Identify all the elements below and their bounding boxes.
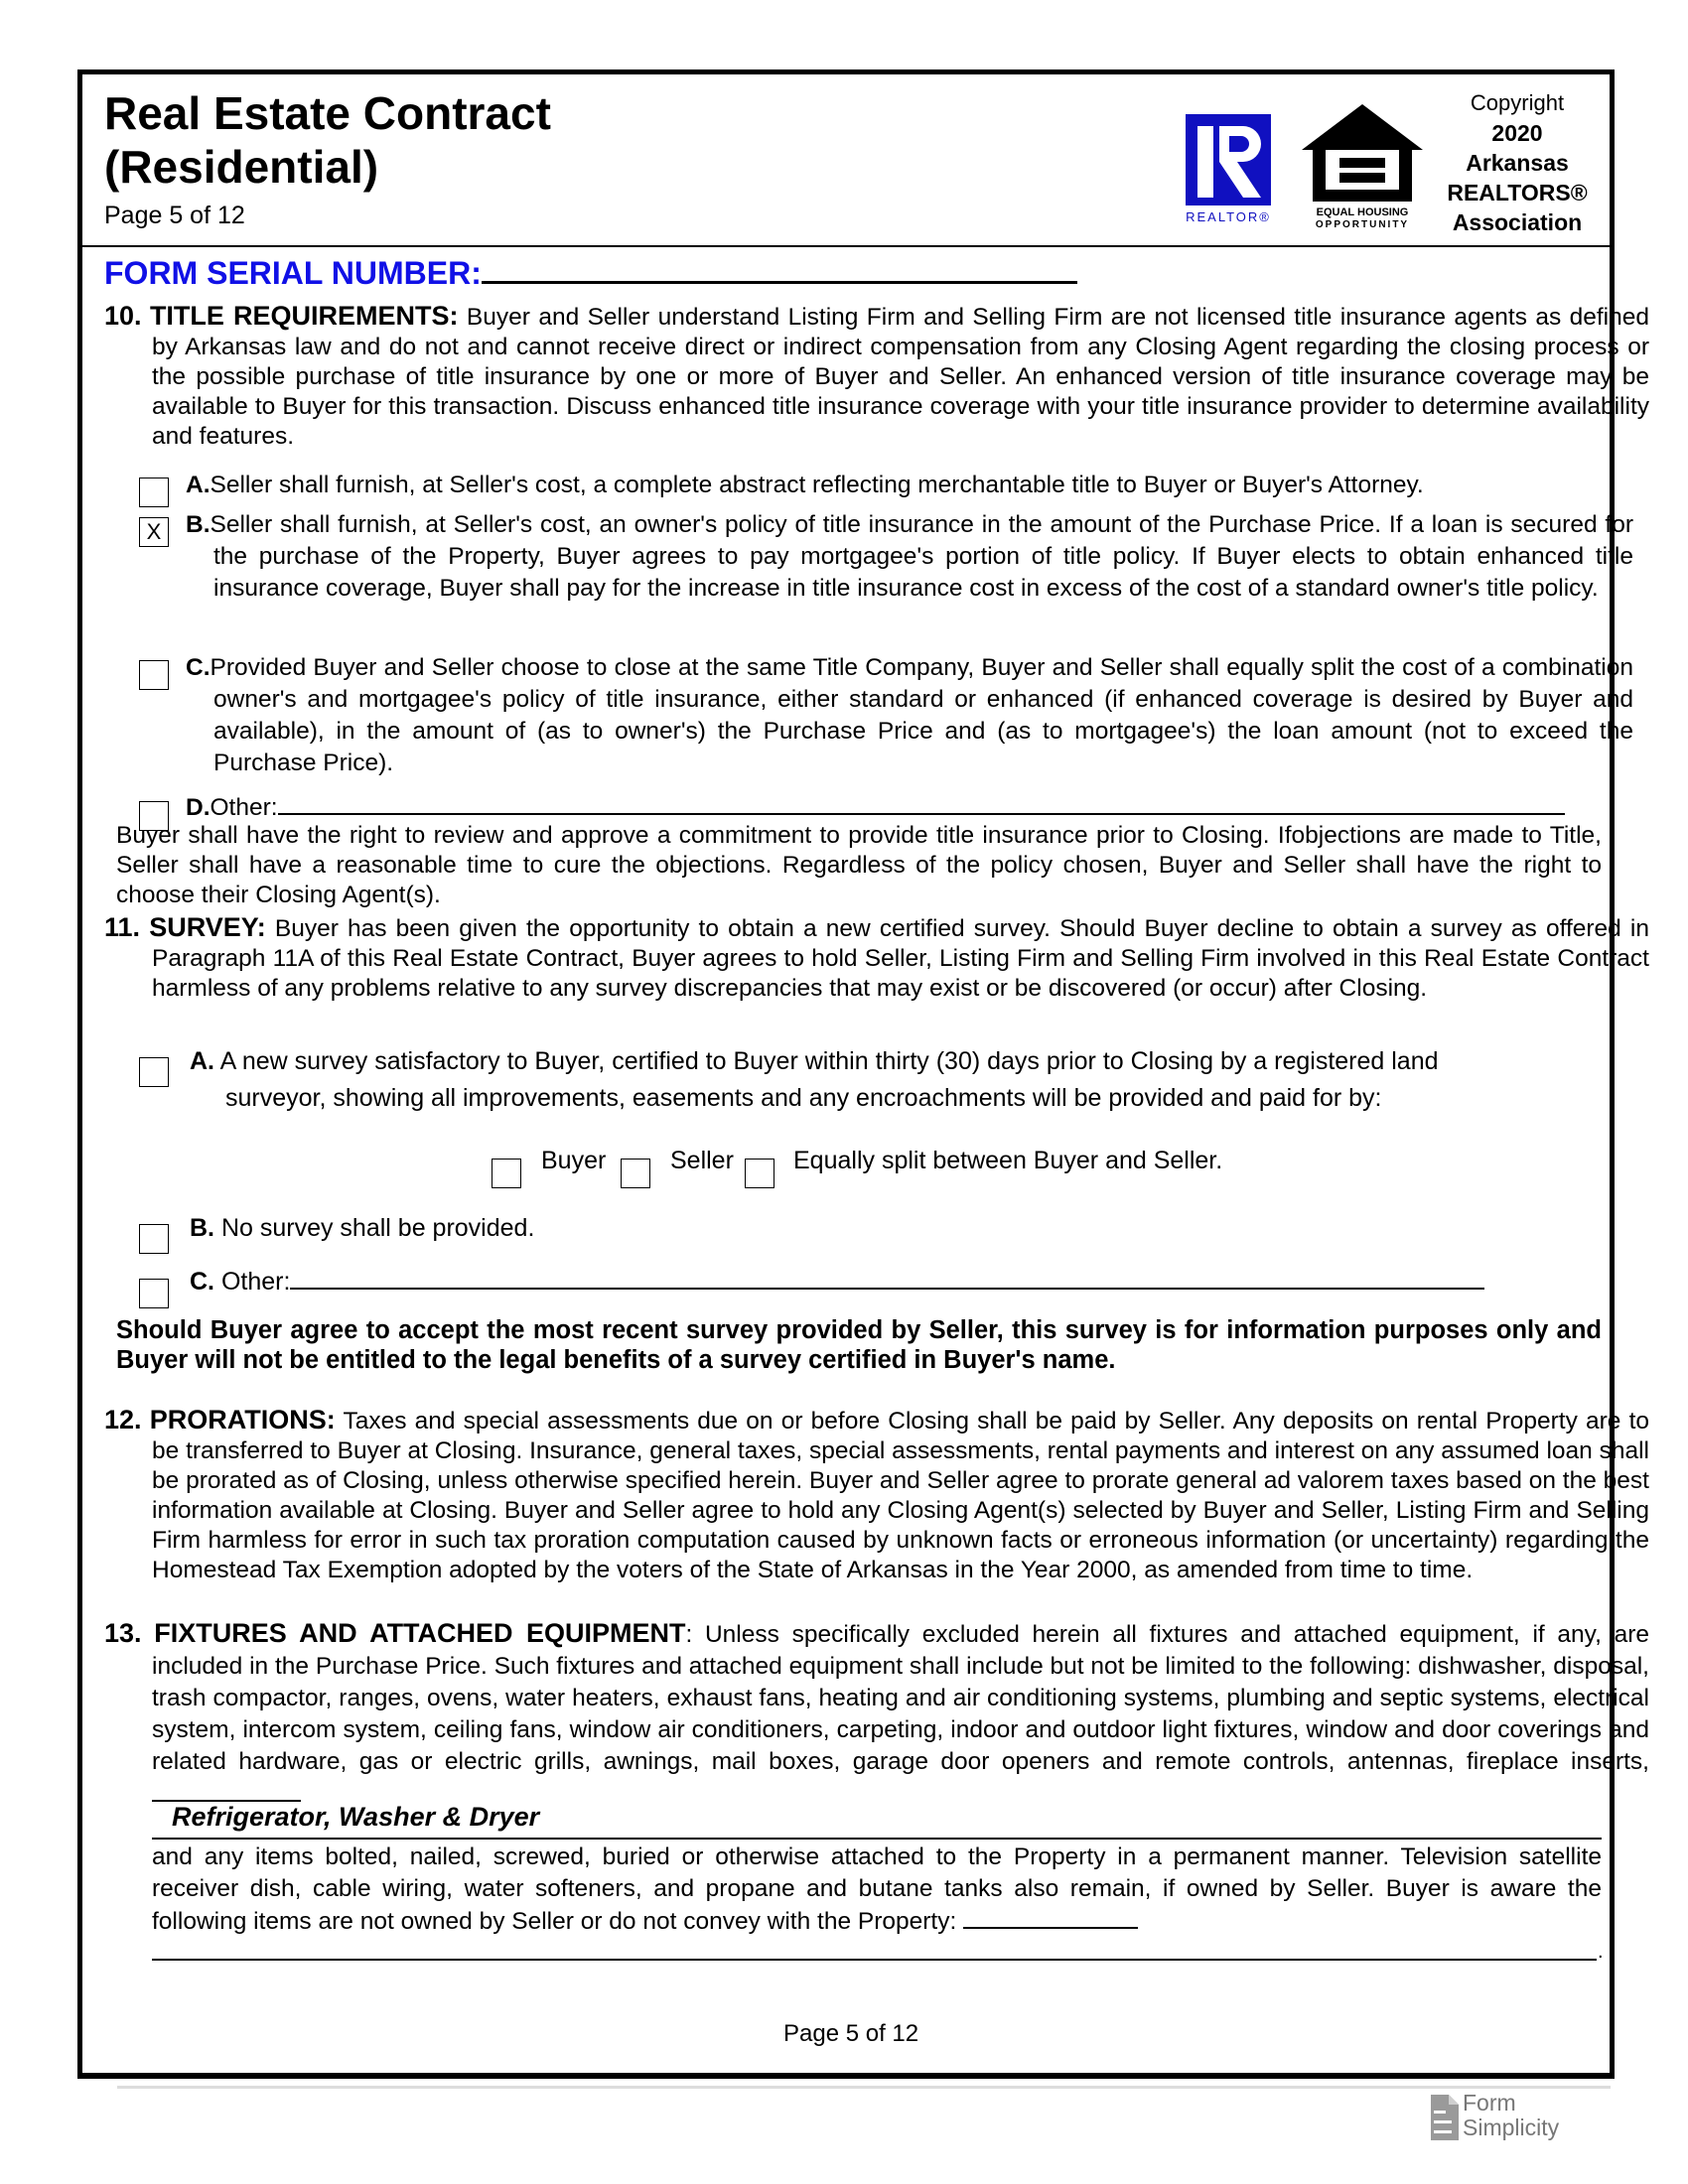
section-number: 12. xyxy=(104,1405,142,1434)
serial-label: FORM SERIAL NUMBER: xyxy=(104,255,482,291)
form-simplicity-logo xyxy=(1431,2091,1580,2142)
title-option-a-checkbox[interactable] xyxy=(139,478,169,507)
footer-page-number: Page 5 of 12 xyxy=(783,2020,919,2047)
title-option-d xyxy=(186,791,1606,824)
survey-other-field[interactable] xyxy=(290,1266,1484,1290)
option-letter: C. xyxy=(190,1268,214,1296)
option-text: Seller shall furnish, at Seller's cost, a complete abstract reflecting merchantable title to Buyer or Buyer's Attorney. xyxy=(210,472,1424,498)
option-letter: A. xyxy=(190,1047,214,1075)
survey-option-a-checkbox[interactable] xyxy=(139,1057,169,1087)
brand-line-1: Form xyxy=(1463,2090,1516,2116)
copyright-org-2: REALTORS® xyxy=(1447,180,1588,205)
copyright-label: Copyright xyxy=(1470,90,1565,115)
title-closing-paragraph: Buyer shall have the right to review and approve a commitment to provide title insurance prior to Closing. Ifobjections are made to Title, Seller shall have a reasonable time to cure the objections. Regardless of the policy chosen, Buyer and Seller shall have the right to choose their Closing Agent(s). xyxy=(116,822,1602,908)
option-text: Seller shall furnish, at Seller's cost, an owner's policy of title insurance in the amount of the Purchase Price. If a loan is secured for the purchase of the Property, Buyer agrees to pay mortgagee's portion of title policy. If Buyer elects to obtain enhanced title insurance coverage, Buyer shall pay for the increase in title insurance cost in excess of the cost of a standard owner's title policy. xyxy=(210,511,1633,602)
option-letter: A. xyxy=(186,472,211,498)
survey-option-a-line-2: surveyor, showing all improvements, easements and any encroachments will be provided and paid for by: xyxy=(225,1084,1382,1112)
survey-paid-by-buyer-label: Buyer xyxy=(541,1147,607,1174)
title-option-b xyxy=(186,509,1633,605)
section-12-prorations xyxy=(104,1405,1649,1585)
brand-line-2: Simplicity xyxy=(1463,2115,1560,2140)
title-option-c-checkbox[interactable] xyxy=(139,660,169,690)
section-number: 13. xyxy=(104,1618,142,1648)
option-text: Other: xyxy=(220,1268,291,1296)
survey-option-b xyxy=(190,1212,534,1244)
section-number: 10. xyxy=(104,301,142,331)
serial-number-field[interactable] xyxy=(482,253,1077,284)
option-text: Other: xyxy=(210,794,278,821)
option-letter: C. xyxy=(186,654,211,681)
survey-option-c-checkbox[interactable] xyxy=(139,1279,169,1308)
section-13-continued xyxy=(152,1842,1602,1938)
section-heading: FIXTURES AND ATTACHED EQUIPMENT xyxy=(154,1618,686,1648)
page-shadow xyxy=(117,2086,1611,2089)
copyright-org-3: Association xyxy=(1452,209,1583,235)
copyright-notice xyxy=(1433,88,1602,237)
header-page-number: Page 5 of 12 xyxy=(104,202,245,229)
option-letter: B. xyxy=(186,511,211,538)
title-other-field[interactable] xyxy=(278,791,1565,815)
survey-option-b-checkbox[interactable] xyxy=(139,1224,169,1254)
section-body: Taxes and special assessments due on or before Closing shall be paid by Seller. Any deposits on rental Property are to be transferred to Buyer at Closing. Insurance, general taxes, special assessments, rental payments and interest on any assumed loan shall be prorated as of Closing, unless otherwise specified herein. Buyer and Seller agree to prorate general ad valorem taxes based on the best information available at Closing. Buyer and Seller agree to hold any Closing Agent(s) selected by Buyer and Seller, Listing Firm and Selling Firm harmless for error in such tax proration computation caused by unknown facts or erroneous information (or uncertainty) regarding the Homestead Tax Exemption adopted by the voters of the State of Arkansas in the Year 2000, as amended from time to time. xyxy=(152,1408,1649,1583)
excluded-items-line-2[interactable] xyxy=(152,1959,1597,1961)
survey-disclaimer: Should Buyer agree to accept the most recent survey provided by Seller, this survey is for information purposes only and Buyer will not be entitled to the legal benefits of a survey certified in Buyer's name. xyxy=(116,1316,1602,1374)
survey-paid-by-seller-label: Seller xyxy=(670,1147,734,1174)
form-simplicity-text xyxy=(1463,2091,1559,2140)
option-letter: B. xyxy=(190,1214,214,1242)
section-heading: TITLE REQUIREMENTS: xyxy=(149,301,459,331)
option-letter: D. xyxy=(186,794,211,821)
realtor-logo-icon xyxy=(1184,114,1273,225)
section-body: Buyer and Seller understand Listing Firm and Selling Firm are not licensed title insurance agents as defined by Arkansas law and do not and cannot receive direct or indirect compensation from any Closing Agent regarding the closing process or the possible purchase of title insurance by one or more of Buyer and Seller. An enhanced version of title insurance coverage may be available to Buyer for this transaction. Discuss enhanced title insurance coverage with your title insurance provider to determine availability and features. xyxy=(152,304,1649,450)
svg-text:OPPORTUNITY: OPPORTUNITY xyxy=(1315,219,1410,229)
option-text-line-1: A new survey satisfactory to Buyer, certified to Buyer within thirty (30) days prior to Closing by a registered land xyxy=(219,1047,1439,1075)
survey-split-equally-checkbox[interactable] xyxy=(745,1159,774,1188)
section-11-survey xyxy=(104,912,1649,1004)
section-body: : Unless specifically excluded herein all fixtures and attached equipment, if any, are included in the Purchase Price. Such fixtures and attached equipment shall include but not be limited to the following: dishwasher, disposal, trash compactor, ranges, ovens, water heaters, exhaust fans, heating and air conditioning systems, plumbing and septic systems, electrical system, intercom system, ceiling fans, window air conditioners, carpeting, indoor and outdoor light fixtures, window and door coverings and related hardware, gas or electric grills, awnings, mail boxes, garage door openers and remote controls, antennas, fireplace inserts, xyxy=(152,1621,1650,1775)
section-body-2: and any items bolted, nailed, screwed, buried or otherwise attached to the Property in a permanent manner. Television satellite receiver dish, cable wiring, water softeners, and propane and butane tanks also remain, if owned by Seller. xyxy=(152,1843,1602,1902)
copyright-org-1: Arkansas xyxy=(1466,150,1569,176)
section-heading: PRORATIONS: xyxy=(149,1405,336,1434)
title-option-a xyxy=(186,470,1606,501)
section-10-title-requirements xyxy=(104,301,1649,452)
svg-text:REALTOR®: REALTOR® xyxy=(1186,209,1271,224)
title-option-b-checkbox[interactable]: X xyxy=(139,517,169,547)
trailing-period: . xyxy=(1598,1941,1604,1963)
survey-option-c xyxy=(190,1266,1484,1297)
section-13-fixtures xyxy=(104,1617,1649,1811)
included-items-field[interactable]: Refrigerator, Washer & Dryer xyxy=(172,1802,540,1832)
section-number: 11. xyxy=(104,912,141,942)
included-items-underline xyxy=(152,1838,1602,1840)
title-option-c xyxy=(186,652,1633,779)
excluded-items-field[interactable] xyxy=(963,1905,1138,1929)
survey-paid-by-buyer-checkbox[interactable] xyxy=(492,1159,521,1188)
form-serial-number xyxy=(104,253,1077,292)
equal-housing-opportunity-icon xyxy=(1300,102,1425,229)
document-icon xyxy=(1431,2095,1459,2140)
contract-page xyxy=(77,69,1650,2079)
option-text: No survey shall be provided. xyxy=(220,1214,535,1242)
section-heading: SURVEY: xyxy=(149,912,266,942)
section-body: Buyer has been given the opportunity to obtain a new certified survey. Should Buyer decline to obtain a survey as offered in Paragraph 11A of this Real Estate Contract, Buyer agrees to hold Seller, Listing Firm and Selling Firm involved in this Real Estate Contract harmless of any problems relative to any survey discrepancies that may exist or be discovered (or occur) after Closing. xyxy=(152,915,1649,1002)
survey-option-a xyxy=(190,1045,1606,1077)
fixtures-blank-start xyxy=(152,1778,301,1802)
option-text: Provided Buyer and Seller choose to close at the same Title Company, Buyer and Seller shall equally split the cost of a combination owner's and mortgagee's policy of title insurance, either standard or enhanced (if enhanced coverage is desired by Buyer and available), in the amount of (as to owner's) the Purchase Price and (as to mortgagee's) the loan amount (not to exceed the Purchase Price). xyxy=(210,654,1633,776)
survey-paid-by-seller-checkbox[interactable] xyxy=(621,1159,650,1188)
document-title xyxy=(104,86,551,194)
copyright-year: 2020 xyxy=(1491,120,1543,146)
survey-split-equally-label: Equally split between Buyer and Seller. xyxy=(793,1147,1223,1174)
title-line-1: Real Estate Contract xyxy=(104,87,551,139)
title-line-2: (Residential) xyxy=(104,141,379,193)
svg-text:EQUAL HOUSING: EQUAL HOUSING xyxy=(1316,206,1409,218)
excluded-items-label: Buyer is aware the following items are not owned by Seller or do not convey with the Property: xyxy=(152,1875,1602,1935)
header-divider xyxy=(82,245,1610,247)
